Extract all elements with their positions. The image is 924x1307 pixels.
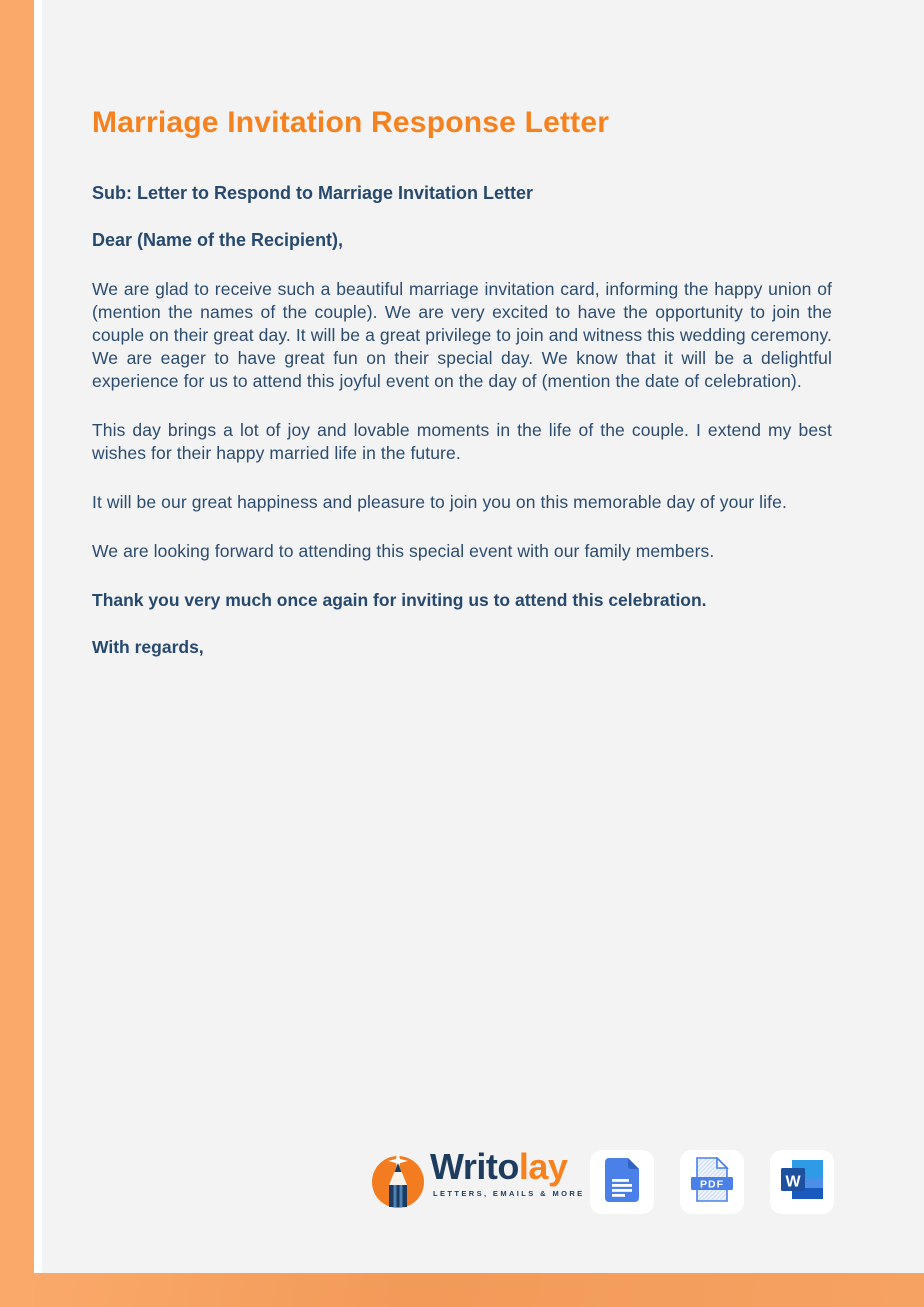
letter-content [92, 0, 832, 659]
brand-name-accent: lay [518, 1145, 568, 1187]
download-google-docs-button[interactable] [590, 1150, 654, 1214]
word-badge-text: W [785, 1173, 801, 1190]
pdf-badge-text: PDF [700, 1178, 724, 1190]
closing-line: Thank you very much once again for inviting us to attend this celebration. [92, 589, 707, 610]
footer [370, 1146, 834, 1218]
pencil-icon [370, 1149, 426, 1216]
brand-wordmark [430, 1145, 585, 1198]
download-pdf-button[interactable] [680, 1150, 744, 1214]
brand-name-primary: Writo [430, 1145, 519, 1187]
bottom-accent-strip [0, 1273, 924, 1307]
paragraph: We are looking forward to attending this special event with our family members. [92, 540, 715, 561]
download-options [590, 1150, 834, 1214]
brand-logo[interactable] [370, 1145, 585, 1216]
google-docs-icon [605, 1158, 639, 1207]
paragraph: It will be our great happiness and pleasure to join you on this memorable day of your life. [92, 491, 787, 512]
subject-line: Sub: Letter to Respond to Marriage Invitation Letter [92, 182, 534, 203]
signoff: With regards, [92, 636, 204, 657]
salutation: Dear (Name of the Recipient), [92, 229, 344, 250]
brand-tagline: LETTERS, EMAILS & MORE [433, 1188, 585, 1198]
download-word-button[interactable] [770, 1150, 834, 1214]
word-icon [779, 1158, 825, 1207]
pdf-icon [690, 1157, 734, 1208]
paragraph: We are glad to receive such a beautiful marriage invitation card, informing the happy union of (mention the names of the couple). We are very excited to have the opportunity to join the couple on their great day. It will be a great privilege to join and witness this wedding ceremony. We are eager to have great fun on their special day. We know that it will be a delightful experience for us to attend this joyful event on the day of (mention the date of celebration). [92, 278, 832, 391]
page-title: Marriage Invitation Response Letter [92, 106, 610, 139]
left-accent-bar [0, 0, 34, 1307]
paragraph: This day brings a lot of joy and lovable moments in the life of the couple. I extend my best wishes for their happy married life in the future. [92, 419, 832, 463]
